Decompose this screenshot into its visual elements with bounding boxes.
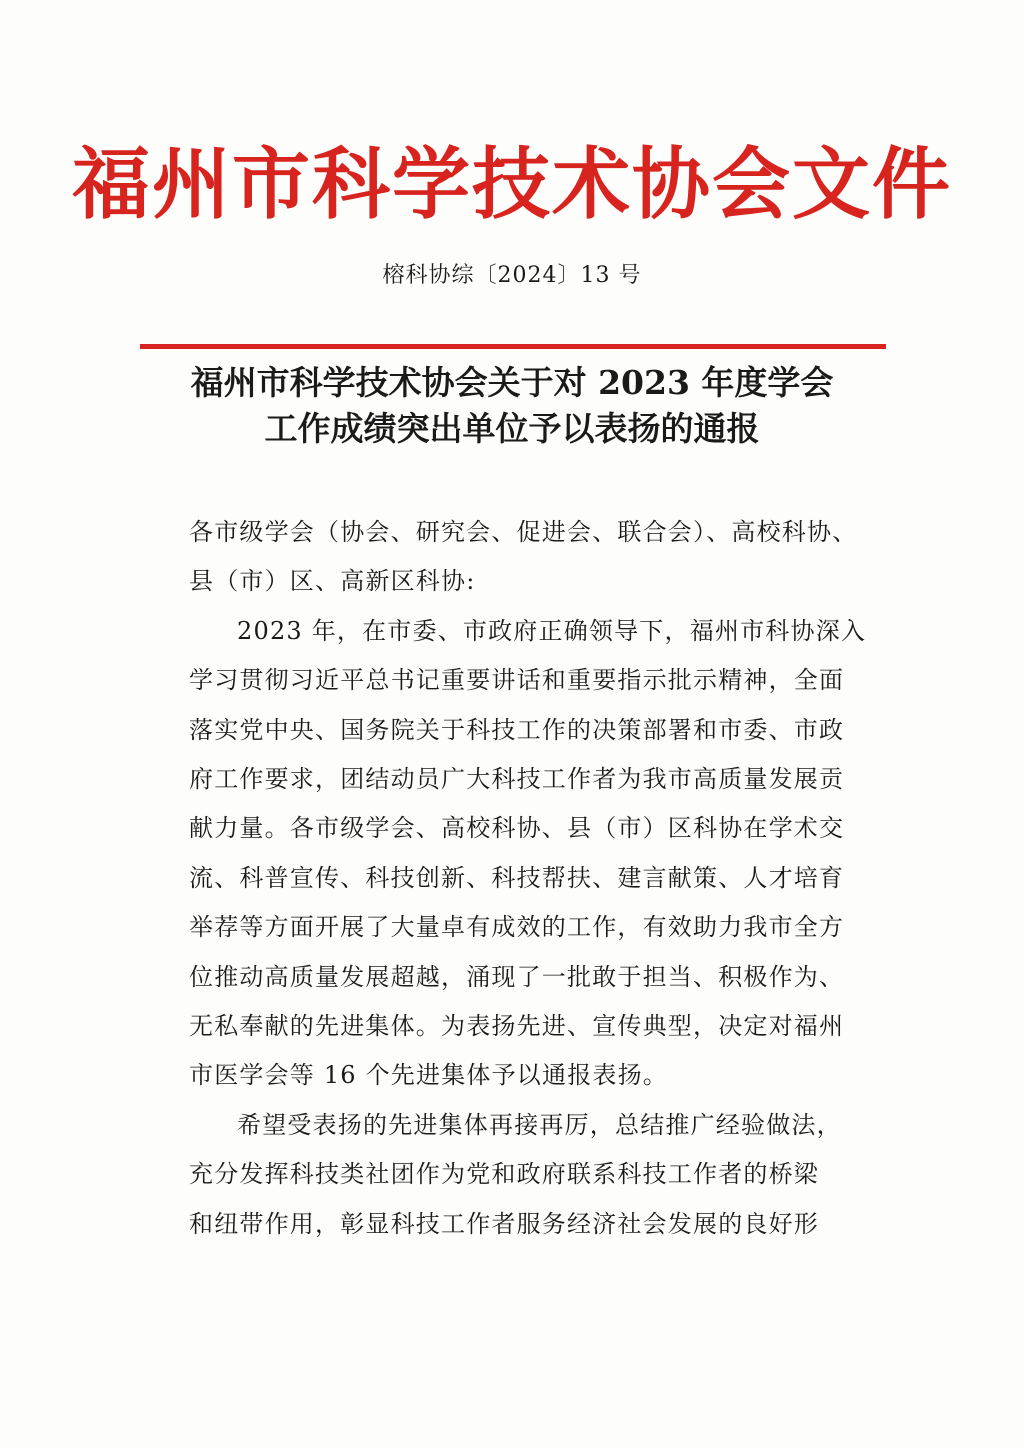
salutation-line-1: 各市级学会（协会、研究会、促进会、联合会）、高校科协、 — [189, 518, 858, 546]
org-masthead-title: 福州市科学技术协会文件 — [71, 139, 952, 230]
paragraph-line: 充分发挥科技类社团作为党和政府联系科技工作者的桥梁 — [189, 1160, 819, 1189]
red-separator-rule — [140, 344, 886, 349]
paragraph-line: 府工作要求，团结动员广大科技工作者为我市高质量发展贡 — [189, 765, 845, 794]
paragraph-line: 举荐等方面开展了大量卓有成效的工作，有效助力我市全方 — [189, 913, 845, 942]
paragraph-line: 献力量。各市级学会、高校科协、县（市）区科协在学术交 — [189, 814, 845, 843]
notice-title — [150, 360, 874, 452]
paragraph-2 — [189, 1101, 842, 1249]
notice-title-line-2: 工作成绩突出单位予以表扬的通报 — [264, 409, 760, 448]
paragraph-line: 希望受表扬的先进集体再接再厉，总结推广经验做法， — [237, 1110, 842, 1139]
salutation-line-2: 县（市）区、高新区科协: — [189, 567, 476, 596]
paragraph-line: 流、科普宣传、科技创新、科技帮扶、建言献策、人才培育 — [189, 863, 845, 892]
paragraph-line: 无私奉献的先进集体。为表扬先进、宣传典型，决定对福州 — [189, 1012, 845, 1041]
paragraph-line: 市医学会等 16 个先进集体予以通报表扬。 — [189, 1061, 668, 1090]
notice-body — [189, 508, 867, 1249]
paragraph-line: 和纽带作用，彰显科技工作者服务经济社会发展的良好形 — [189, 1209, 819, 1238]
paragraph-1 — [189, 607, 867, 1101]
document-number: 榕科协综〔2024〕13 号 — [382, 263, 642, 288]
salutation — [189, 508, 858, 607]
paragraph-line: 2023 年，在市委、市政府正确领导下，福州市科协深入 — [237, 616, 867, 645]
paragraph-line: 位推动高质量发展超越，涌现了一批敢于担当、积极作为、 — [189, 962, 845, 991]
notice-title-line-1: 福州市科学技术协会关于对 2023 年度学会 — [190, 363, 834, 402]
paragraph-line: 学习贯彻习近平总书记重要讲话和重要指示批示精神，全面 — [189, 666, 845, 695]
paragraph-line: 落实党中央、国务院关于科技工作的决策部署和市委、市政 — [189, 715, 845, 744]
